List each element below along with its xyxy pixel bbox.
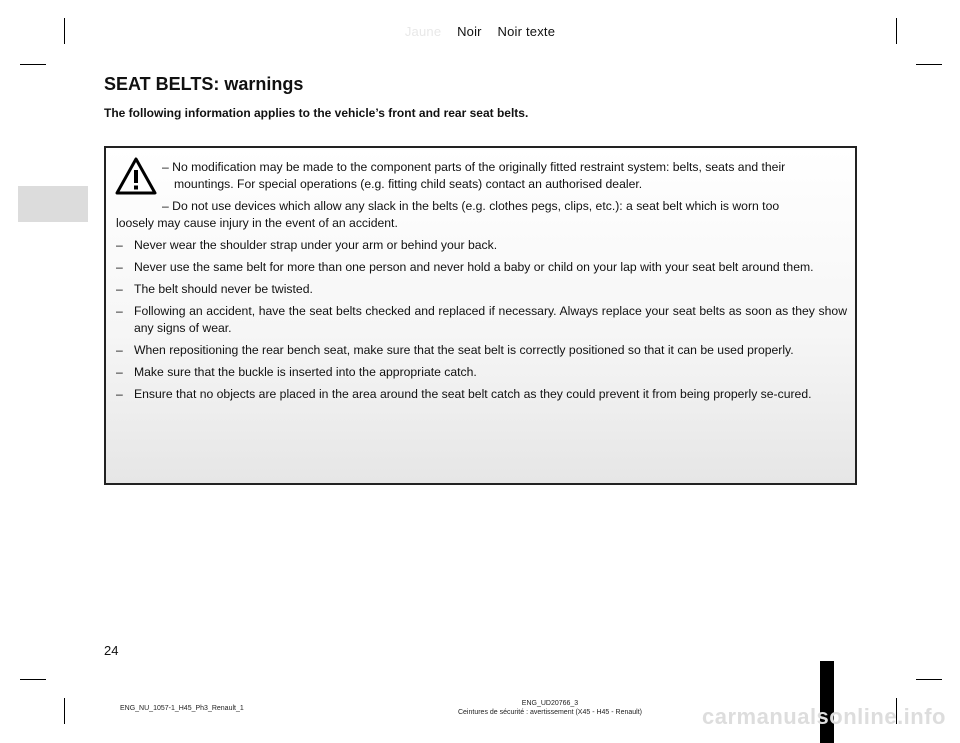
warning-text [106,159,855,408]
page-number: 24 [104,643,119,658]
warning-intro-continuation: loosely may cause injury in the event of an accident. [116,216,398,230]
color-separation-header [0,24,960,39]
warning-intro-line: – Do not use devices which allow any slack in the belts (e.g. clothes pegs, clips, etc.): a seat belt which is worn too [162,199,780,213]
footer-reference-code: ENG_UD20766_3 [521,700,579,707]
separation-label-noir-texte: Noir texte [497,24,556,39]
printer-bar-mark [820,661,834,743]
crop-mark [916,679,942,680]
list-item: – Ensure that no objects are placed in the area around the seat belt catch as they could prevent it from being properly se-cured. [116,387,812,401]
warning-rules-list [116,237,847,403]
warning-intro-line: – No modification may be made to the component parts of the originally fitted restraint system: belts, seats and their [162,160,786,174]
crop-mark [20,679,46,680]
warning-intro-paragraph [116,215,847,232]
list-item: – Make sure that the buckle is inserted into the appropriate catch. [116,365,477,379]
warning-intro-paragraph [116,159,847,193]
page-subtitle: The following information applies to the vehicle’s front and rear seat belts. [104,106,529,120]
footer-document-code: ENG_NU_1057-1_H45_Ph3_Renault_1 [120,705,244,712]
list-item: – Following an accident, have the seat belts checked and replaced if necessary. Always replace your seat belts as soon as they show any signs of wear. [116,304,847,335]
warning-box [104,146,857,485]
crop-mark [916,64,942,65]
warning-intro-continuation: mountings. For special operations (e.g. fitting child seats) contact an authorised dealer. [174,177,643,191]
list-item: – Never use the same belt for more than one person and never hold a baby or child on your lap with your seat belt around them. [116,260,814,274]
separation-label-jaune: Jaune [404,24,442,39]
footer-reference-title: Ceintures de sécurité : avertissement (X45 - H45 - Renault) [457,709,643,716]
separation-label-noir: Noir [457,24,482,39]
watermark: carmanualsonline.info [702,704,946,729]
warning-intro-paragraph [116,198,847,215]
list-item: – Never wear the shoulder strap under your arm or behind your back. [116,238,498,252]
list-item: – When repositioning the rear bench seat, make sure that the seat belt is correctly positioned so that it can be used properly. [116,343,794,357]
page-title: SEAT BELTS: warnings [104,74,304,94]
footer-reference [430,699,670,717]
list-item: – The belt should never be twisted. [116,282,313,296]
chapter-tab [18,186,88,222]
crop-mark [64,698,65,724]
crop-mark [20,64,46,65]
